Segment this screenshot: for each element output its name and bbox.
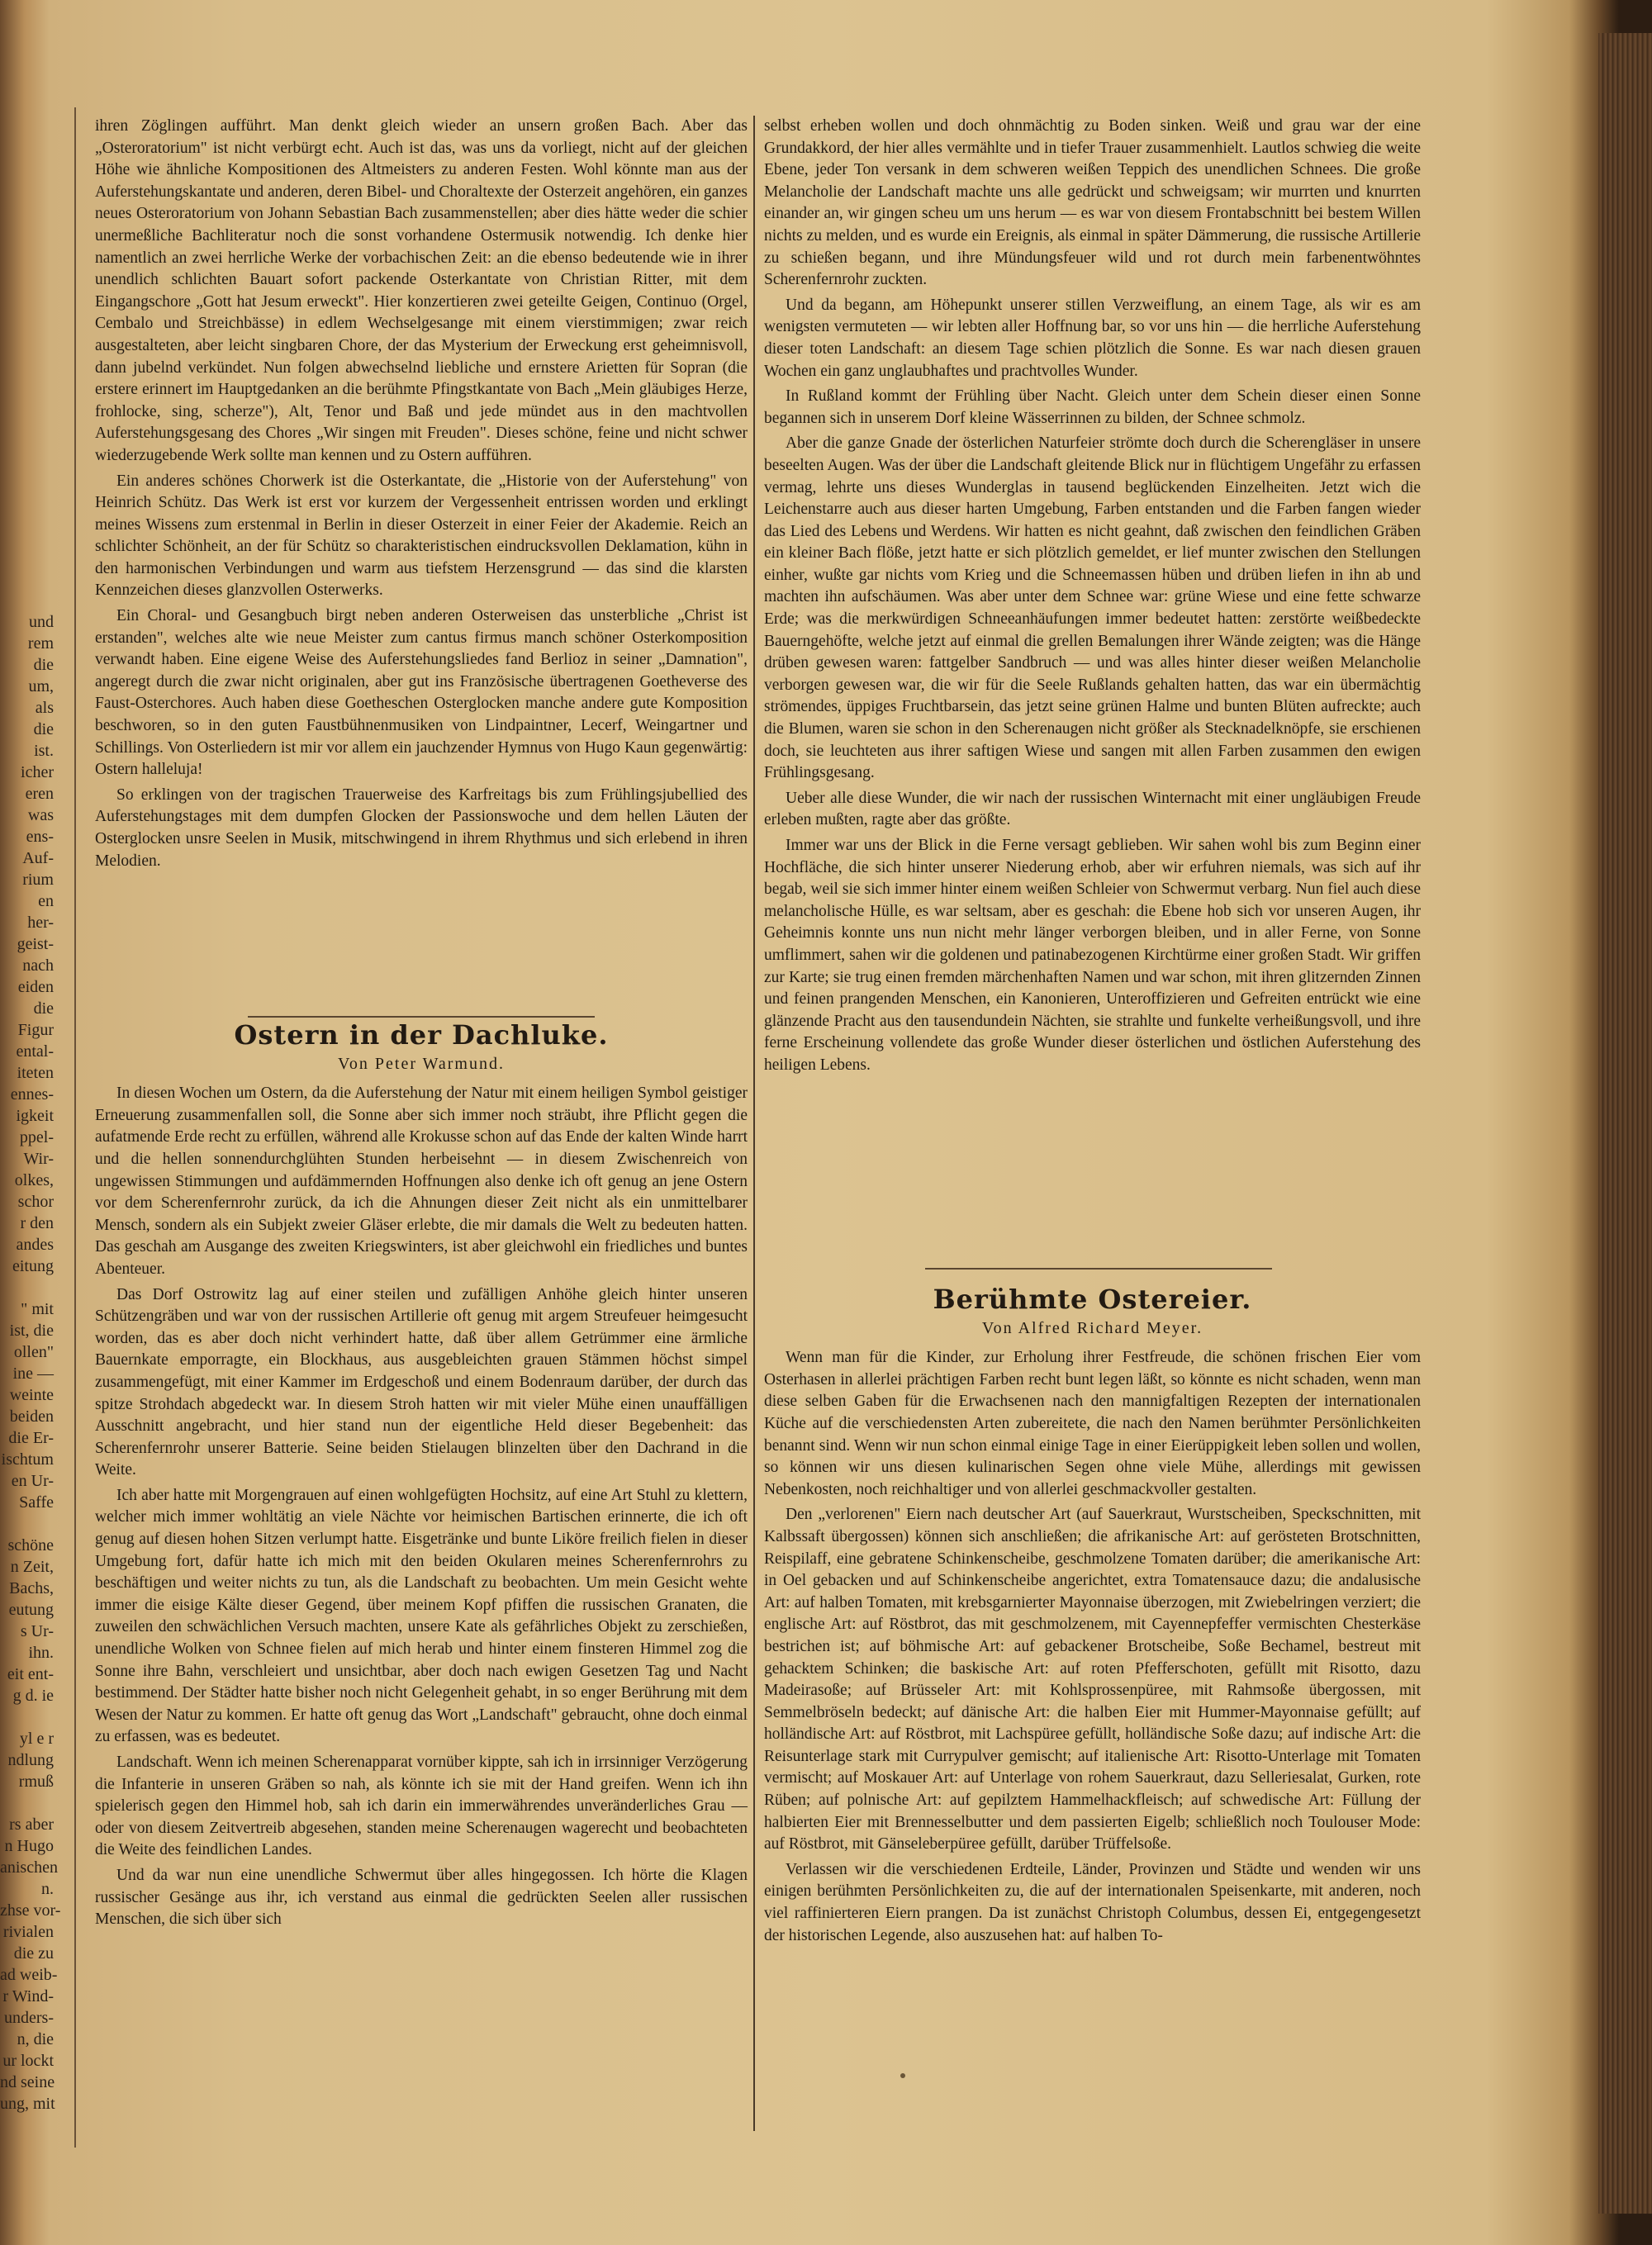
previous-page-fragment xyxy=(0,611,61,2113)
fragment-line: andes xyxy=(16,1236,54,1254)
fragment-line: ollen" xyxy=(13,1343,54,1361)
fragment-line: eiden xyxy=(17,978,54,996)
fragment-line: rmuß xyxy=(18,1773,54,1791)
fragment-line: ppel- xyxy=(19,1128,54,1146)
fragment-line: die xyxy=(33,656,54,674)
fragment-line: um, xyxy=(28,677,54,695)
fragment-line: ental- xyxy=(16,1042,54,1061)
gutter-rule xyxy=(74,107,76,2148)
book-spine xyxy=(1598,33,1652,2214)
fragment-line: als xyxy=(35,699,54,717)
fragment-line xyxy=(0,1277,54,1298)
fragment-line: nach xyxy=(22,956,54,975)
fragment-line xyxy=(0,1513,54,1535)
fragment-line: unders- xyxy=(4,2009,54,2027)
fragment-line: n. xyxy=(41,1880,54,1898)
fragment-line: en Ur- xyxy=(11,1472,54,1490)
fragment-line: rivialen xyxy=(2,1923,54,1941)
fragment-line: s Ur- xyxy=(20,1622,54,1640)
fragment-line: " mit xyxy=(21,1300,54,1318)
fragment-line: en xyxy=(38,892,54,910)
fragment-line: iteten xyxy=(17,1064,54,1082)
fragment-line: weinte xyxy=(9,1386,54,1404)
paragraph: Und da begann, am Höhepunkt unserer stillen Verzweiflung, an einem Tage, als wir es am wenigsten vermuteten — wir lebten aller Hoffnung bar, so vor uns hin — die herrliche Auferstehung dieser toten Landschaft: an diesem Tage schien plötzlich die Sonne. Es war nach diesen grauen Wochen ein ganz unglaubhaftes und prachtvolles Wunder. xyxy=(764,296,1421,380)
article-title: Ostern in der Dachluke. xyxy=(234,1019,609,1051)
paragraph: In diesen Wochen um Ostern, da die Auferstehung der Natur mit einem heiligen Symbol geistiger Erneuerung zusammenfallen soll, die Sonne aber sich immer noch sträubt, ihre Pflicht gegen die aufatmende Erde recht zu erfüllen, während alle Krokusse schon auf das Ende der kalten Winde harrt und die hellen sonnendurchglühten Stunden herbeisehnt — in diesem Zwischenreich von ungewissen Stimmungen und aufdämmernden Hoffnungen also denke ich oft genug an jene Ostern vor dem Scherenfernrohr zurück, da ich die Ahnungen dieser Zeit nicht als ein unmittelbarer Mensch, sondern als ein Subjekt zweier Gläser erlebte, die mir damals die Welt zu bedeuten hatten. Das geschah am Ausgange des zweiten Kriegswinters, ist aber gleichwohl ein friedliches und buntes Abenteuer. xyxy=(95,1085,748,1278)
paragraph: Landschaft. Wenn ich meinen Scherenapparat vornüber kippte, sah ich in irrsinniger Verzögerung die Infanterie in unseren Gräben so nah, als könnte ich sie mit der Hand greifen. Wenn ich ihn spielerisch gegen den Himmel hob, sah ich darin ein immerwährendes unveränderliches Grau — oder von diesem Zeitvertreib abgesehen, standen meine Scherenaugen wagerecht und beobachteten die Weite des feindlichen Landes. xyxy=(95,1754,748,1859)
fragment-line: eit ent- xyxy=(7,1665,54,1683)
column-divider xyxy=(753,116,755,2131)
fragment-line: ine — xyxy=(12,1365,54,1383)
fragment-line: und xyxy=(29,613,54,631)
paragraph: Ein Choral- und Gesangbuch birgt neben anderen Osterweisen das unsterbliche „Christ ist erstanden", welches alte wie neue Meister zum cantus firmus manch schöner Osterkomposition verwandt haben. Eine eigene Weise des Auferstehungsliedes fand Berlioz in seiner „Damnation", angeregt durch die zwar nicht originalen, aber gut ins Französische übertragenen Goetheverse des Faust-Osterchores. Auch haben diese Goetheschen Osterglocken manche andere gute Komposition beschworen, so in den guten Faustbühnenmusiken von Lindpaintner, Lecerf, Weingartner und Schillings. Von Osterliedern ist mir vor allem ein jauchzender Hymnus von Hugo Kaun gegenwärtig: Ostern halleluja! xyxy=(95,607,748,779)
fragment-line xyxy=(0,1706,54,1728)
paragraph: Ueber alle diese Wunder, die wir nach der russischen Winternacht mit einer ungläubigen Freude erleben mußten, ragte aber das größte. xyxy=(764,789,1421,829)
fragment-line: Auf- xyxy=(22,849,54,867)
fragment-line: schöne xyxy=(7,1536,54,1554)
fragment-line: rs aber xyxy=(9,1815,54,1834)
fragment-line xyxy=(0,1792,54,1814)
article-beruehmte-ostereier xyxy=(764,1284,1421,1950)
fragment-line: icher xyxy=(21,763,54,781)
fragment-line: ad weib- xyxy=(0,1966,58,1984)
fragment-line: was xyxy=(27,806,54,824)
fragment-line: eutung xyxy=(8,1601,54,1619)
paragraph: So erklingen von der tragischen Trauerweise des Karfreitags bis zum Frühlingsjubellied des Auferstehungstages mit dem dumpfen Glocken der Passionswoche und dem hellen Läuten der Osterglocken unsre Seelen in Musik, mitschwingend in ihrem Rhythmus und sich erlebend in ihren Melodien. xyxy=(95,786,748,870)
fragment-line: n, die xyxy=(17,2030,54,2048)
fragment-line: ist, die xyxy=(9,1322,54,1340)
column-2-continuation xyxy=(764,116,1421,1080)
fragment-line: ung, mit xyxy=(0,2095,55,2113)
paragraph: Das Dorf Ostrowitz lag auf einer steilen und zufälligen Anhöhe gleich hinter unseren Schützengräben und war von der russischen Artillerie oft genug mit argem Streufeuer heimgesucht worden, das es aber doch nicht verhindert hatte, daß über allem Getrümmer eine ärmliche Bauernkate emporragte, ein Blockhaus, aus ausgebleichten grauen Stämmen höchst simpel zusammengefügt, mit einer Kammer im Erdgeschoß und einem Bodenraum darüber, der durch das spitze Strohdach abgedeckt war. In diesem Stroh hatten wir mit vieler Mühe einen unauffälligen Ausschnitt angebracht, und hier stand nun der eigentliche Held dieser Begebenheit: das Scherenfernrohr unserer Batterie. Seine beiden Stielaugen blinzelten über den Dachrand in die Weite. xyxy=(95,1285,748,1479)
fragment-line: ndlung xyxy=(7,1751,54,1769)
fragment-line: r den xyxy=(20,1214,54,1232)
fragment-line: Saffe xyxy=(19,1493,54,1512)
fragment-line: die xyxy=(33,720,54,738)
fragment-line: eren xyxy=(25,785,54,803)
fragment-line: ennes- xyxy=(10,1085,54,1104)
fragment-line: zhse vor- xyxy=(0,1901,61,1920)
section-rule xyxy=(248,1016,595,1018)
fragment-line: ur lockt xyxy=(2,2052,54,2070)
fragment-line: die Er- xyxy=(8,1429,54,1447)
paragraph: selbst erheben wollen und doch ohnmächtig zu Boden sinken. Weiß und grau war der eine Grundakkord, der hier alles vermählte und in tiefer Trauer zusammenhielt. Lautlos schwieg die weite Ebene, jeder Ton versank in dem schweren weißen Teppich des unendlichen Schnees. Die große Melancholie der Landschaft machte uns alle gedrückt und schweigsam; wir murrten und knurrten einander an, wir gingen scheu um uns herum — es war von diesem Frontabschnitt bei bestem Willen nichts zu melden, und es wurde ein Ereignis, als einmal in später Dämmerung, die russische Artillerie zu schießen begann, und ihre Mündungsfeuer wild und rot durch mein farbenentwöhntes Scherenfernrohr zuckten. xyxy=(764,117,1421,289)
fragment-line: rium xyxy=(22,871,54,889)
paragraph: Den „verlorenen" Eiern nach deutscher Art (auf Sauerkraut, Wurstscheiben, Speckschnitten, mit Kalbssaft übergossen) können sich anschließen; die afrikanische Art: auf gerösteten Brotschnitten, Reispilaff, eine gebratene Schinkenscheibe, geschmolzene Tomaten darüber; die amerikanische Art: in Oel gebacken und auf Schinkenscheibe angerichtet, extra Tomatensauce dazu; die andalusische Art: auf halben Tomaten, mit krebsgarnierter Mayonnaise überzogen, mit Zwiebelringen verziert; die englische Art: auf Röstbrot, das mit geschmolzenem, mit Cayennepfeffer vermischten Chesterkäse bestrichen ist; auf böhmische Art: auf gebackener Brotscheibe, Soße Bechamel, bestreut mit gehacktem Schinken; die baskische Art: auf roten Pfefferschoten, gefüllt mit Risotto, dazu Madeirasoße; auf Brüsseler Art: mit Kohlsprossenpüree, mit Rahmsoße übergossen, mit Semmelbröseln bedeckt; auf dänische Art: die halben Eier mit Hummer-Mayonnaise gefüllt; auf holländische Art: auf Röstbrot, mit Lachspüree gefüllt, holländische Soße dazu; auf indische Art: die Reisunterlage stark mit Currypulver gemischt; auf italienische Art: Risotto-Unterlage mit Tomaten vermischt; auf Moskauer Art: auf Unterlage von rohem Sauerkraut, dazu Selleriesalat, Gurken, rote Rüben; auf polnische Art: auf gepilztem Hammelhackfleisch; auf schwedische Art: Füllung der halbierten Eier mit Brennesselbutter und dem passierten Eigelb; schließlich noch Toulouser Mode: auf Röstbrot, mit Gänseleberpüree gefüllt, darüber Trüffelsoße. xyxy=(764,1506,1421,1853)
fragment-line: ist. xyxy=(34,742,54,760)
fragment-line: schor xyxy=(17,1193,54,1211)
paragraph: Wenn man für die Kinder, zur Erholung ihrer Festfreude, die schönen frischen Eier vom Osterhasen in allerlei prächtigen Farben recht bunt legen läßt, so könnte es nicht schaden, wenn man diese selben Gaben für die Erwachsenen nach den mannigfaltigen Rezepten der internationalen Küche auf die verschiedensten Arten zubereitete, die nach den Namen berühmter Persönlichkeiten benannt sind. Wenn wir nun schon einmal einige Tage in einer Eierüppigkeit leben sollen und wollen, so können wir uns diesen kulinarischen Segen ohne viele Mühe, allerdings mit gewissen Nebenkosten, noch reichhaltiger und von allerlei geschmackvoller gestalten. xyxy=(764,1349,1421,1498)
fragment-line: yl e r xyxy=(19,1730,54,1748)
fragment-line: geist- xyxy=(17,935,54,953)
article-title: Berühmte Ostereier. xyxy=(933,1284,1252,1315)
fragment-line: her- xyxy=(27,914,54,932)
fragment-line: Wir- xyxy=(23,1150,54,1168)
paragraph: ihren Zöglingen aufführt. Man denkt gleich wieder an unsern großen Bach. Aber das „Osteroratorium" ist nicht verbürgt echt. Auch ist das, was uns da vorliegt, nicht auf der gleichen Höhe wie ähnliche Kompositionen des Altmeisters zu anderen Festen. Wohl könnte man aus der Auferstehungskantate und anderen, deren Bibel- und Choraltexte der Osterzeit angehören, ein ganzes neues Osteroratorium von Johann Sebastian Bach zusammenstellen; aber dies hätte weder die schier unermeßliche Bachliteratur noch die sonst vorhandene Ostermusik notwendig. Ich denke hier namentlich an zwei herrliche Werke der vorbachischen Zeit: an die ebenso bedeutende wie in ihrer unendlich schlichten Bauart sofort packende Osterkantate von Christian Ritter, mit dem Eingangschore „Gott hat Jesum erweckt". Hier konzertieren zwei geteilte Geigen, Continuo (Orgel, Cembalo und Streichbässe) in edlem Wechselgesange mit einem vierstimmigen; zwar reich ausgestalteten, aber leicht singbaren Chore, der das Mysterium der Erweckung erst geheimnisvoll, dann jubelnd verkündet. Nun folgen abwechselnd liebliche und ernstere Arietten für Sopran (die erstere erinnert im Hauptgedanken an die berühmte Pfingstkantate von Bach „Mein gläubiges Herze, frohlocke, sing, scherze"), Alt, Tenor und Baß und jede mündet aus in den machtvollen Auferstehungsgesang des Chores „Wir singen mit Freuden". Dieses schöne, feine und nicht schwer wiederzugebende Werk sollte man kennen und zu Ostern aufführen. xyxy=(95,117,748,464)
article-ostern-in-der-dachluke xyxy=(95,1019,748,1934)
fragment-line: anischen xyxy=(0,1858,58,1877)
fragment-line: rem xyxy=(27,634,54,653)
fragment-line: eitung xyxy=(12,1257,54,1275)
fragment-line: ischtum xyxy=(1,1450,54,1469)
fragment-line: ens- xyxy=(26,828,54,846)
fragment-line: g d. ie xyxy=(12,1687,54,1705)
article-byline: Von Peter Warmund. xyxy=(338,1054,505,1073)
column-1-intro xyxy=(95,116,748,876)
paragraph: Und da war nun eine unendliche Schwermut über alles hingegossen. Ich hörte die Klagen russischer Gesänge aus ihr, ich verstand aus einmal die gedrückten Seelen aller russischen Menschen, die sich über sich xyxy=(95,1866,748,1929)
paragraph: Aber die ganze Gnade der österlichen Naturfeier strömte doch durch die Scherengläser in unsere beseelten Augen. Was der über die Landschaft gleitende Blick nur in flüchtigem Ungefähr zu erfassen vermag, lehrte uns dieses Wunderglas in tausend beglückenden Einzelheiten. Jetzt wich die Leichenstarre auch aus dieser harten Umgebung, Farben entstanden und die Farben fangen wieder das Lied des Lebens und Werdens. Wir hatten es nicht geahnt, daß zwischen den feindlichen Gräben ein kleiner Bach flöße, jetzt hatte er sich plötzlich gemeldet, er lief munter zwischen den Stellungen einher, wußte gar nichts vom Krieg und die Schneemassen hüben und drüben liefen in ihn ab und machten ihn aufschäumen. Was aber unter dem Schnee war: grüne Wiese und eine fette schwarze Erde; was die merkwürdigen Schneeanhäufungen immer bedeutet hatten: zerstörte weißbedeckte Bauerngehöfte, welche jetzt auf einmal die grellen Bemalungen ihrer Wände zeigten; was die Hänge drüben gewesen waren: fattgelber Sandbruch — und was alles hinter dieser weißen Melancholie verborgen gewesen war, die wir für die Seele Rußlands gehalten hatten, das war ein übermächtig strömendes, üppiges Fruchtbarsein, das jetzt seine grünen Halme und bunten Blüten aufreckte; auch die Blumen, waren sie schon in den Scherenaugen nicht größer als Stecknadelknöpfe, sie erschienen doch, sie leuchteten aus ihrer saftigen Wiese und sangen mit allen Farben zusammen den ewigen Frühlingsgesang. xyxy=(764,434,1421,782)
fragment-line: ihn. xyxy=(28,1644,54,1662)
paragraph: Ich aber hatte mit Morgengrauen auf einen wohlgefügten Hochsitz, auf eine Art Stuhl zu klettern, welcher mich immer wohltätig an viele Nächte vor heimischen Bartischen erinnerte, die ich oft genug auf diesen hohen Sitzen verlumpt hatte. Eisgetränke und bunte Liköre freilich fielen in dieser Umgebung fort, dafür hatte ich mich mit den beiden Okularen meines Scherenfernrohrs zu beschäftigen und weiter nichts zu tun, als die Landschaft zu beobachten. Um mein Gesicht wehte immer die eisige Kälte dieser Gegend, über meinem Kopf pfiffen die russischen Granaten, die zuweilen den schwächlichen Versuch machten, unsere Kate als gefährliches Objekt zu zerschießen, unendliche Wolken von Schnee fielen auf mich herab und hinter einem finsteren Himmel zog die Sonne ihre Bahn, verschleiert und unsichtbar, aber doch nach ewigen Gesetzen Tag und Nacht bestimmend. Der Städter hatte bisher noch nicht Gelegenheit gehabt, in so enger Berührung mit dem Wesen der Natur zu kommen. Er hatte oft genug das Wort „Landschaft" gebraucht, ohne doch einmal zu erfassen, was es bedeutet. xyxy=(95,1486,748,1746)
paragraph: Immer war uns der Blick in die Ferne versagt geblieben. Wir sahen wohl bis zum Beginn einer Hochfläche, die sich hinter unserer Niederung erhob, aber wir erfuhren niemals, was sich auf ihr begab, weil sie sich immer hinter einem weißen Schleier von Schwermut verbarg. Nun fiel auch diese melancholische Hülle, es war seltsam, aber es geschah: die Ebene hob sich vor unseren Augen, ihr Geheimnis konnte uns nun nicht mehr länger verborgen bleiben, und in aller Ferne, von Sonne umflimmert, sahen wir die goldenen und patinabezogenen Kirchtürme einer großen Stadt. Wir griffen zur Karte; sie trug einen fremden märchenhaften Namen und war schon, mit ihren glitzernden Zinnen und feinen prangenden Menschen, ein Kanonieren, Unteroffizieren und Gefreiten entrückt wie eine glänzende Pracht aus den tausendundein Nächten, sie strahlte und funkelte verheißungsvoll, und ihre ferne Erscheinung vollendete das große Wunder dieser österlichen und östlichen Auferstehung des heiligen Lebens. xyxy=(764,837,1421,1074)
fragment-line: r Wind- xyxy=(2,1987,54,2005)
paragraph: In Rußland kommt der Frühling über Nacht. Gleich unter dem Schein dieser einen Sonne begannen sich in unserem Dorf kleine Wässerrinnen zu bilden, der Schnee schmolz. xyxy=(764,387,1421,427)
fragment-line: igkeit xyxy=(16,1107,54,1125)
section-rule xyxy=(925,1268,1272,1270)
fragment-line: beiden xyxy=(9,1407,54,1426)
paragraph: Verlassen wir die verschiedenen Erdteile, Länder, Provinzen und Städte und wenden wir uns einigen berühmten Persönlichkeiten zu, die auf der internationalen Speisenkarte, mit anderen, noch viel raffinierteren Eiern prangen. Da ist zunächst Christoph Columbus, dessen Ei, entgegengesetzt der historischen Legende, also auszusehen hat: auf halben To- xyxy=(764,1860,1421,1944)
fragment-line: die xyxy=(33,999,54,1018)
fragment-line: olkes, xyxy=(14,1171,54,1189)
fragment-line: n Zeit, xyxy=(10,1558,54,1576)
fragment-line: Figur xyxy=(17,1021,54,1039)
fragment-line: n Hugo xyxy=(4,1837,54,1855)
paragraph: Ein anderes schönes Chorwerk ist die Osterkantate, die „Historie von der Auferstehung" von Heinrich Schütz. Das Werk ist erst vor kurzem der Vergessenheit entrissen worden und erklingt meines Wissens zum erstenmal in Berlin in dieser Osterzeit in einer Feier der Akademie. Reich an schlichter Schönheit, an der für Schütz so charakteristischen eindrucksvollen Deklamation, kühn in den harmonischen Verbindungen und warm aus tiefstem Herzensgrund — das sind die klarsten Kennzeichen dieses glanzvollen Osterwerks. xyxy=(95,472,748,600)
fragment-line: Bachs, xyxy=(9,1579,54,1597)
fragment-line: die zu xyxy=(13,1944,54,1963)
article-byline: Von Alfred Richard Meyer. xyxy=(981,1318,1203,1337)
ink-dot xyxy=(900,2073,905,2078)
fragment-line: nd seine xyxy=(0,2073,55,2091)
